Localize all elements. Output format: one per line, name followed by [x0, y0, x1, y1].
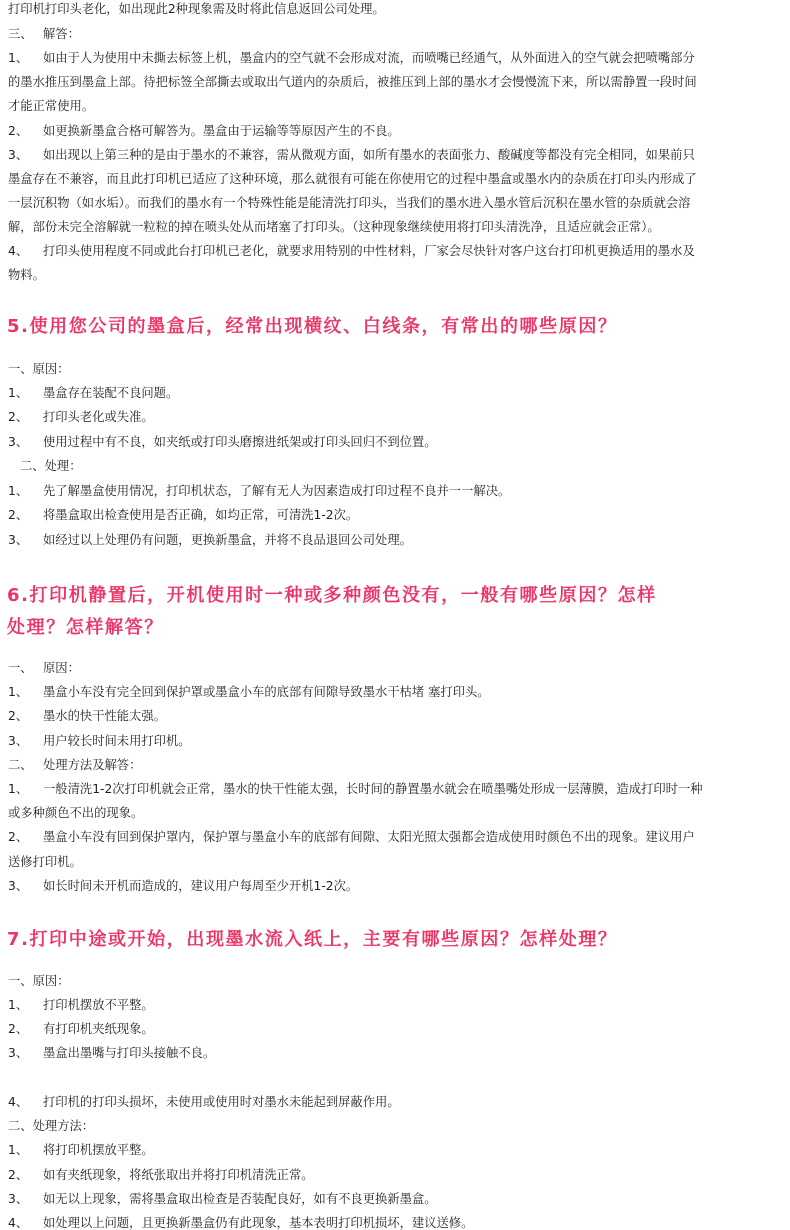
line-text: 墨水的快干性能太强。 [43, 709, 166, 723]
paragraph-line [8, 782, 786, 796]
line-text: 如由于人为使用中未撕去标签上机，墨盒内的空气就不会形成对流，而喷嘴已经通气，从外面进入的空气就会把喷嘴部分 [43, 51, 695, 65]
line-text: 打印头使用程度不同或此台打印机已老化，就要求用特别的中性材料，厂家会尽快针对客户这台打印机更换适用的墨水及 [43, 244, 695, 258]
item-number: 1、 [8, 484, 29, 498]
item-number: 三、 [8, 27, 33, 41]
item-number: 2、 [8, 709, 29, 723]
line-text: 墨盒存在不兼容，而且此打印机已适应了这种环境，那么就很有可能在你使用它的过程中墨盒或墨水内的杂质在打印头内形成了 [8, 172, 697, 186]
paragraph-line [8, 362, 786, 376]
paragraph-line [8, 172, 786, 186]
line-text: 打印机打印头老化，如出现此2种现象需及时将此信息返回公司处理。 [8, 2, 385, 16]
item-number: 2、 [8, 508, 29, 522]
item-number: 一、 [8, 661, 33, 675]
line-text: 将墨盒取出检查使用是否正确，如均正常，可清洗1-2次。 [43, 508, 359, 522]
item-number: 1、 [8, 685, 29, 699]
paragraph-line [8, 1143, 786, 1157]
item-number: 1、 [8, 386, 29, 400]
line-text: 如经过以上处理仍有问题，更换新墨盒，并将不良品退回公司处理。 [43, 533, 412, 547]
line-text: 一、原因： [8, 362, 70, 376]
paragraph-line [8, 220, 786, 234]
line-text: 如有夹纸现象，将纸张取出并将打印机清洗正常。 [43, 1168, 314, 1182]
section-heading: 5.使用您公司的墨盒后，经常出现横纹、白线条，有常出的哪些原因？ [7, 316, 618, 337]
paragraph-line [8, 435, 786, 449]
section-heading: 6.打印机静置后，开机使用时一种或多种颜色没有，一般有哪些原因？怎样 [7, 585, 657, 606]
item-number: 1、 [8, 782, 29, 796]
item-number: 3、 [8, 879, 29, 893]
line-text: 打印机摆放不平整。 [43, 998, 154, 1012]
line-text: 二、处理： [20, 459, 82, 473]
item-number: 2、 [8, 124, 29, 138]
item-number: 3、 [8, 1192, 29, 1206]
paragraph-line [8, 806, 786, 820]
item-number: 二、 [8, 758, 33, 772]
line-text: 解答： [43, 27, 80, 41]
line-text: 才能正常使用。 [8, 99, 95, 113]
line-text: 有打印机夹纸现象。 [43, 1022, 154, 1036]
line-text: 如出现以上第三种的是由于墨水的不兼容，需从微观方面，如所有墨水的表面张力、酸碱度等都没有完全相同，如果前只 [43, 148, 695, 162]
paragraph-line [8, 1022, 786, 1036]
line-text: 墨盒小车没有完全回到保护罩或墨盒小车的底部有间隙导致墨水干枯堵 塞打印头。 [43, 685, 490, 699]
item-number: 3、 [8, 533, 29, 547]
paragraph-line [8, 1119, 786, 1133]
paragraph-line [8, 661, 786, 675]
item-number: 1、 [8, 1143, 29, 1157]
line-text: 如更换新墨盒合格可解答为。墨盒由于运输等等原因产生的不良。 [43, 124, 400, 138]
paragraph-line [8, 1095, 786, 1109]
item-number: 3、 [8, 734, 29, 748]
paragraph-line [8, 148, 786, 162]
line-text: 墨盒存在装配不良问题。 [43, 386, 179, 400]
line-text: 先了解墨盒使用情况，打印机状态，了解有无人为因素造成打印过程不良并一一解决。 [43, 484, 511, 498]
item-number: 3、 [8, 1046, 29, 1060]
paragraph-line [8, 709, 786, 723]
item-number: 4、 [8, 244, 29, 258]
paragraph-line [8, 410, 786, 424]
paragraph-line [8, 484, 786, 498]
line-text: 一层沉积物（如水垢）。而我们的墨水有一个特殊性能是能清洗打印头，当我们的墨水进入墨水管后沉积在墨水管的杂质就会溶 [8, 196, 691, 210]
line-text: 打印机的打印头损坏，未使用或使用时对墨水未能起到屏蔽作用。 [43, 1095, 400, 1109]
paragraph-line [8, 685, 786, 699]
paragraph-line [8, 51, 786, 65]
paragraph-line [20, 459, 790, 473]
item-number: 3、 [8, 148, 29, 162]
line-text: 原因： [43, 661, 80, 675]
line-text: 如处理以上问题，且更换新墨盒仍有此现象，基本表明打印机损坏，建议送修。 [43, 1216, 474, 1230]
line-text: 墨盒小车没有回到保护罩内，保护罩与墨盒小车的底部有间隙、太阳光照太强都会造成使用时颜色不出的现象。建议用户 [43, 830, 695, 844]
paragraph-line [8, 1192, 786, 1206]
section-heading: 处理？怎样解答？ [7, 617, 164, 638]
line-text: 物料。 [8, 268, 45, 282]
line-text: 送修打印机。 [8, 855, 82, 869]
item-number: 4、 [8, 1095, 29, 1109]
paragraph-line [8, 508, 786, 522]
line-text: 二、处理方法： [8, 1119, 95, 1133]
item-number: 1、 [8, 998, 29, 1012]
section-heading: 7.打印中途或开始，出现墨水流入纸上，主要有哪些原因？怎样处理？ [7, 929, 618, 950]
line-text: 如无以上现象，需将墨盒取出检查是否装配良好，如有不良更换新墨盒。 [43, 1192, 437, 1206]
line-text: 将打印机摆放平整。 [43, 1143, 154, 1157]
paragraph-line [8, 734, 786, 748]
paragraph-line [8, 99, 786, 113]
item-number: 3、 [8, 435, 29, 449]
line-text: 一、原因： [8, 974, 70, 988]
paragraph-line [8, 758, 786, 772]
paragraph-line [8, 533, 786, 547]
paragraph-line [8, 974, 786, 988]
item-number: 2、 [8, 410, 29, 424]
paragraph-line [8, 386, 786, 400]
line-text: 打印头老化或失准。 [43, 410, 154, 424]
paragraph-line [8, 998, 786, 1012]
line-text: 的墨水推压到墨盒上部。待把标签全部撕去或取出气道内的杂质后，被推压到上部的墨水才会慢慢流下来，所以需静置一段时间 [8, 75, 697, 89]
line-text: 墨盒出墨嘴与打印头接触不良。 [43, 1046, 216, 1060]
paragraph-line [8, 855, 786, 869]
paragraph-line [8, 196, 786, 210]
line-text: 使用过程中有不良，如夹纸或打印头磨擦进纸架或打印头回归不到位置。 [43, 435, 437, 449]
line-text: 如长时间未开机而造成的，建议用户每周至少开机1-2次。 [43, 879, 359, 893]
line-text: 一般清洗1-2次打印机就会正常，墨水的快干性能太强，长时间的静置墨水就会在喷墨嘴处形成一层薄膜，造成打印时一种 [43, 782, 703, 796]
paragraph-line [8, 830, 786, 844]
paragraph-line [8, 27, 786, 41]
line-text: 处理方法及解答： [43, 758, 142, 772]
item-number: 2、 [8, 830, 29, 844]
item-number: 2、 [8, 1022, 29, 1036]
item-number: 2、 [8, 1168, 29, 1182]
line-text: 用户较长时间未用打印机。 [43, 734, 191, 748]
item-number: 1、 [8, 51, 29, 65]
paragraph-line [8, 1168, 786, 1182]
line-text: 或多种颜色不出的现象。 [8, 806, 144, 820]
paragraph-line [8, 1046, 786, 1060]
paragraph-line [8, 124, 786, 138]
paragraph-line [8, 2, 786, 16]
paragraph-line [8, 244, 786, 258]
item-number: 4、 [8, 1216, 29, 1230]
line-text: 解，部份未完全溶解就一粒粒的掉在喷头处从而堵塞了打印头。（这种现象继续使用将打印头清洗净，且适应就会正常）。 [8, 220, 660, 234]
paragraph-line [8, 75, 786, 89]
paragraph-line [8, 268, 786, 282]
paragraph-line [8, 879, 786, 893]
